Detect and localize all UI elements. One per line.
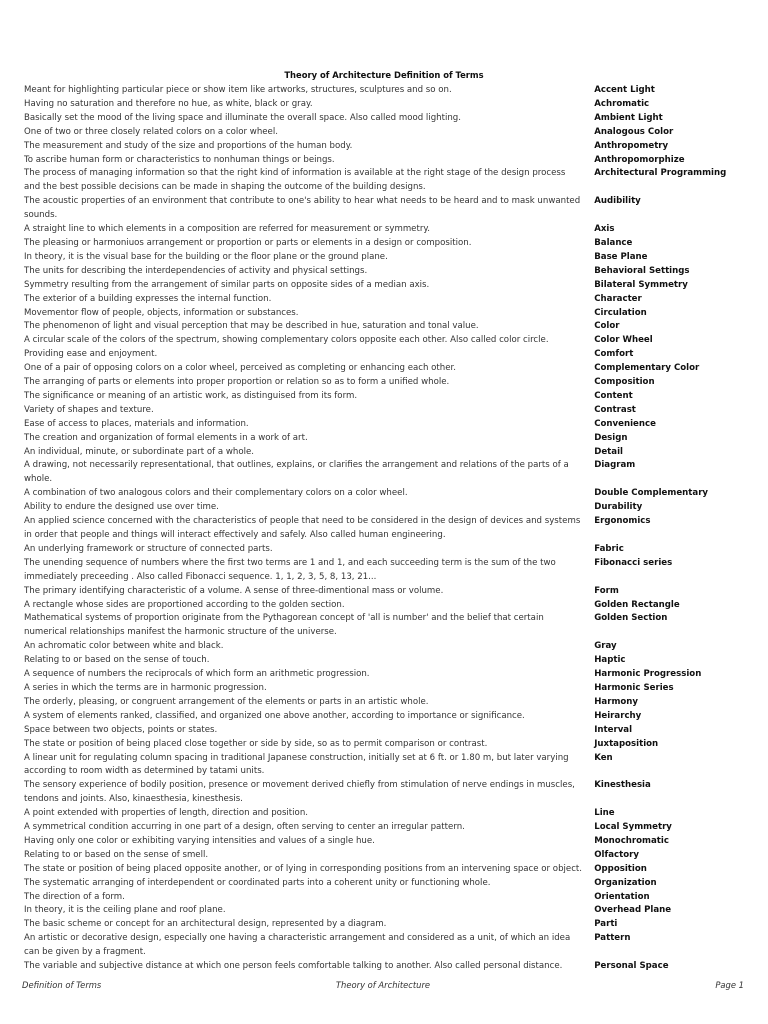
definition-text: The orderly, pleasing, or congruent arrangement of the elements or parts in an artistic whole. [24,696,429,707]
definition-text: An achromatic color between white and black. [24,641,224,652]
term-label: Kinesthesia [594,780,651,791]
definition-text: The state or position of being placed opposite another, or of lying in corresponding positions from an intervening space or object. [24,863,583,874]
term-label: Comfort [594,349,634,360]
definition-row [24,752,756,780]
definition-text: A linear unit for regulating column spacing in traditional Japanese construction, initially set at 6 ft. or 1.80 m, but later varying according to room width as determined by tatami units. [24,752,569,777]
definition-text: To ascribe human form or characteristics to nonhuman things or beings. [24,154,335,165]
term-label: Behavioral Settings [594,265,690,276]
term-label: Analogous Color [594,126,674,137]
definition-text: Space between two objects, points or states. [24,724,218,735]
definition-row [24,223,756,237]
definition-text: The phenomenon of light and visual perception that may be described in hue, saturation and tonal value. [24,321,479,332]
term-label: Harmonic Series [594,682,674,693]
definition-text: Having only one color or exhibiting varying intensities and values of a single hue. [24,835,375,846]
term-label: Olfactory [594,849,639,860]
definition-text: Ability to endure the designed use over time. [24,502,219,513]
term-label: Accent Light [594,85,655,95]
definition-row [24,612,756,640]
definition-text: The creation and organization of formal elements in a work of art. [24,432,308,443]
term-label: Bilateral Symmetry [594,279,688,290]
term-label: Overhead Plane [594,905,672,916]
definition-row [24,668,756,682]
definition-row [24,167,756,195]
definition-row [24,682,756,696]
definition-text: A point extended with properties of length, direction and position. [24,808,308,819]
term-label: Circulation [594,307,647,318]
definition-text: The measurement and study of the size and proportions of the human body. [24,140,353,151]
definition-text: A symmetrical condition accurring in one part of a design, often serving to center an irregular pattern. [24,822,465,833]
definition-text: A series in which the terms are in harmonic progression. [24,682,267,693]
term-label: Parti [594,919,618,930]
term-label: Form [594,585,619,596]
definition-text: The sensory experience of bodily position, presence or movement derived chiefly from stimulation of nerve endings in muscles, tendons and joints. Also, kinaesthesia, kinesthesis. [24,780,575,805]
definition-text: The exterior of a building expresses the internal function. [24,293,272,304]
term-label: Base Plane [594,251,648,262]
definition-row [24,126,756,140]
term-label: Design [594,432,628,443]
term-label: Audibility [594,196,641,207]
definition-row [24,904,756,918]
term-label: Diagram [594,460,636,471]
term-label: Composition [594,377,655,388]
definition-row [24,710,756,724]
definition-text: The acoustic properties of an environment that contribute to one's ability to hear what needs to be heard and to mask unwanted sounds. [24,196,581,221]
term-label: Local Symmetry [594,822,672,833]
term-label: Axis [594,224,615,235]
definition-row [24,543,756,557]
definition-text: The direction of a form. [24,891,125,902]
term-label: Heirarchy [594,710,642,721]
term-label: Achromatic [594,98,650,109]
term-label: Character [594,293,642,304]
definition-text: Basically set the mood of the living space and illuminate the overall space. Also called mood lighting. [24,112,461,123]
definition-row [24,779,756,807]
definition-row [24,738,756,752]
definition-row [24,849,756,863]
term-label: Durability [594,502,643,513]
definition-row [24,960,756,974]
term-label: Monochromatic [594,835,669,846]
definition-row [24,877,756,891]
definition-text: The arranging of parts or elements into proper proportion or relation so as to form a unified whole. [24,377,450,388]
definition-row [24,515,756,543]
definition-row [24,585,756,599]
definition-text: Providing ease and enjoyment. [24,349,158,360]
definition-text: An individual, minute, or subordinate part of a whole. [24,446,254,457]
term-label: Ergonomics [594,516,651,527]
definition-text: An applied science concerned with the characteristics of people that need to be considered in the design of devices and systems in order that people and things will interact effectively and safely. Also called human engineering. [24,516,581,540]
definition-text: One of two or three closely related colors on a color wheel. [24,126,278,137]
definition-row [24,320,756,334]
term-label: Harmonic Progression [594,669,702,680]
definition-row [24,501,756,515]
definition-row [24,918,756,932]
definition-row [24,418,756,432]
definition-text: The state or position of being placed close together or side by side, so as to permit comparison or contrast. [24,738,488,749]
term-label: Complementary Color [594,363,700,374]
term-label: Harmony [594,696,639,707]
definition-text: An underlying framework or structure of connected parts. [24,543,273,554]
term-label: Gray [594,641,617,652]
definition-row [24,932,756,960]
definition-row [24,195,756,223]
term-label: Haptic [594,655,626,666]
definition-row [24,251,756,265]
term-label: Architectural Programming [594,168,727,179]
definition-text: The primary identifying characteristic of a volume. A sense of three-dimentional mass or volume. [24,585,444,596]
definition-text: The variable and subjective distance at which one person feels comfortable talking to another. Also called personal distance. [24,961,563,972]
definition-row [24,599,756,613]
definition-text: A rectangle whose sides are proportioned according to the golden section. [24,599,345,610]
term-label: Fibonacci series [594,557,673,568]
definition-text: Mathematical systems of proportion originate from the Pythagorean concept of 'all is number' and the belief that certain numerical relationships manifest the harmonic structure of the universe. [24,613,544,638]
definition-row [24,362,756,376]
term-label: Anthropomorphize [594,154,685,165]
term-label: Fabric [594,543,624,554]
definition-row [24,557,756,585]
definition-row [24,307,756,321]
definition-text: A combination of two analogous colors and their complementary colors on a color wheel. [24,488,408,499]
definition-row [24,807,756,821]
definition-row [24,724,756,738]
definition-text: A system of elements ranked, classified, and organized one above another, according to importance or significance. [24,710,525,721]
term-label: Ken [594,752,613,763]
definition-row [24,84,756,98]
definition-text: Having no saturation and therefore no hue, as white, black or gray. [24,98,313,109]
definition-text: In theory, it is the visual base for the building or the floor plane or the ground plane. [24,251,388,262]
footer-left: Definition of Terms [22,980,102,990]
definition-text: A circular scale of the colors of the spectrum, showing complementary colors opposite each other. Also called color circle. [24,335,549,346]
definition-row [24,334,756,348]
definition-row [24,293,756,307]
term-label: Balance [594,237,633,248]
definition-row [24,140,756,154]
term-label: Contrast [594,404,636,415]
definition-row [24,459,756,487]
definition-text: The pleasing or harmoniuos arrangement or proportion or parts or elements in a design or composition. [24,237,472,248]
document-title: Theory of Architecture Definition of Terms [284,70,484,80]
definition-text: Relating to or based on the sense of smell. [24,849,209,860]
page-footer [22,980,744,994]
term-label: Color Wheel [594,335,653,346]
definition-text: In theory, it is the ceiling plane and roof plane. [24,905,226,916]
definition-row [24,835,756,849]
term-label: Line [594,808,615,819]
definition-text: A drawing, not necessarily representational, that outlines, explains, or clarifies the arrangement and relations of the parts of a whole. [24,460,569,485]
definition-text: The significance or meaning of an artistic work, as distinguised from its form. [24,390,358,401]
definition-text: The systematic arranging of interdependent or coordinated parts into a coherent unity or functioning whole. [24,877,491,888]
footer-page-number: Page 1 [715,980,744,990]
term-label: Detail [594,446,623,457]
definition-row [24,432,756,446]
definition-row [24,279,756,293]
term-label: Personal Space [594,961,669,972]
definition-row [24,891,756,905]
definition-text: Variety of shapes and texture. [24,404,154,415]
term-label: Juxtaposition [594,738,659,749]
definition-text: The basic scheme or concept for an architectural design, represented by a diagram. [24,919,387,930]
term-label: Pattern [594,933,631,944]
term-label: Orientation [594,891,650,902]
definition-row [24,487,756,501]
definition-text: Symmetry resulting from the arrangement of similar parts on opposite sides of a median axis. [24,279,430,290]
definition-text: Ease of access to places, materials and information. [24,418,249,429]
definition-row [24,376,756,390]
definition-text: Meant for highlighting particular piece or show item like artworks, structures, sculptures and so on. [24,85,452,95]
definition-text: A sequence of numbers the reciprocals of which form an arithmetic progression. [24,669,370,680]
definition-row [24,821,756,835]
term-label: Organization [594,877,657,888]
definition-row [24,98,756,112]
term-label: Color [594,321,620,332]
term-label: Golden Rectangle [594,599,680,610]
definition-row [24,154,756,168]
term-label: Content [594,390,633,401]
term-label: Double Complementary [594,488,709,499]
definition-row [24,348,756,362]
definition-text: Relating to or based on the sense of touch. [24,655,210,666]
definition-text: The units for describing the interdependencies of activity and physical settings. [24,265,368,276]
definition-row [24,696,756,710]
definition-row [24,640,756,654]
definition-row [24,112,756,126]
definition-row [24,237,756,251]
term-label: Anthropometry [594,140,669,151]
term-label: Ambient Light [594,112,663,123]
definition-row [24,390,756,404]
definition-text: An artistic or decorative design, especially one having a characteristic arrangement and considered as a unit, of which an idea can be given by a fragment. [24,933,571,958]
term-label: Opposition [594,863,647,874]
footer-center: Theory of Architecture [335,980,431,990]
definition-text: A straight line to which elements in a composition are referred for measurement or symmetry. [24,224,430,235]
definition-row [24,404,756,418]
definition-text: The process of managing information so that the right kind of information is available at the right stage of the design process and the best possible decisions can be made in shaping the outcome of the building designs. [24,168,566,193]
term-label: Convenience [594,418,656,429]
term-label: Interval [594,724,633,735]
definition-text: Movementor flow of people, objects, information or substances. [24,307,299,318]
definition-text: One of a pair of opposing colors on a color wheel, perceived as completing or enhancing each other. [24,363,457,374]
definition-row [24,446,756,460]
definition-text: The unending sequence of numbers where the first two terms are 1 and 1, and each succeeding term is the sum of the two immediately preceeding . Also called Fibonacci sequence. 1, 1, 2, 3, 5, 8, 13, 21... [24,557,556,582]
definitions-list [24,84,756,974]
definition-row [24,654,756,668]
definition-row [24,863,756,877]
term-label: Golden Section [594,613,668,624]
definition-row [24,265,756,279]
